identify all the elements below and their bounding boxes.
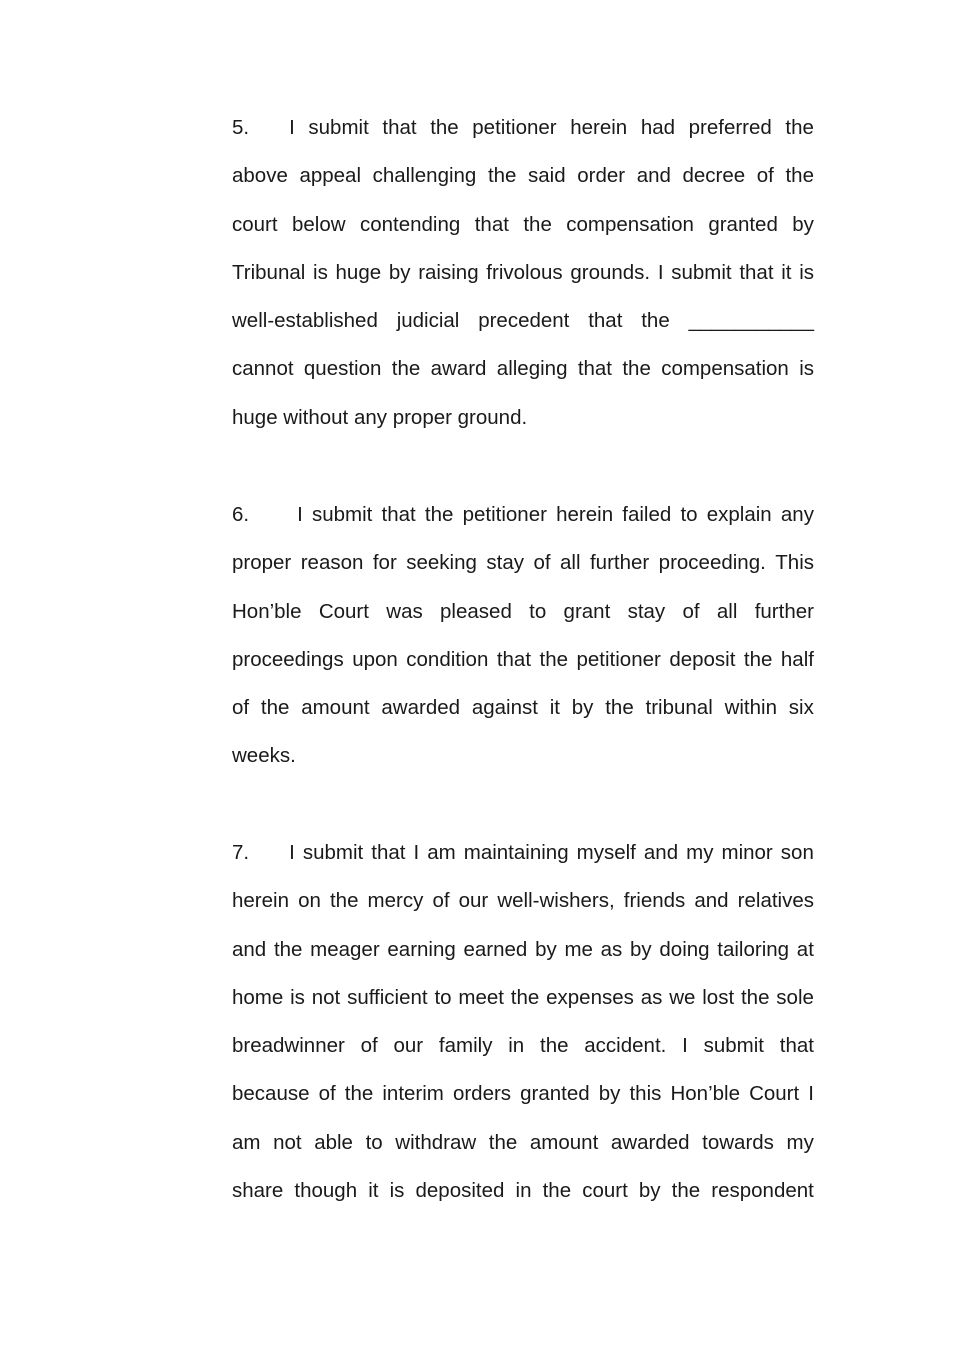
paragraph-line: and the meager earning earned by me as by doing tailoring at (232, 937, 814, 961)
paragraph-line: share though it is deposited in the court by the respondent (232, 1179, 814, 1203)
paragraph-line: I submit that I am maintaining myself and my minor son (289, 841, 814, 864)
paragraph-line: am not able to withdraw the amount awarded towards my (232, 1130, 814, 1154)
paragraph-last-line: huge without any proper ground. (232, 405, 528, 429)
paragraph-5 (232, 104, 814, 442)
paragraph-last-line: weeks. (232, 744, 296, 768)
paragraph-line: because of the interim orders granted by this Hon’ble Court I (232, 1082, 814, 1106)
paragraph-first-line (232, 491, 814, 539)
paragraph-line: above appeal challenging the said order and decree of the (232, 164, 814, 188)
paragraph-line: I submit that the petitioner herein failed to explain any (297, 503, 814, 526)
paragraph-line: home is not sufficient to meet the expenses as we lost the sole (232, 985, 814, 1009)
paragraph-line: herein on the mercy of our well-wishers, friends and relatives (232, 889, 814, 913)
paragraph-number: 5. (232, 116, 250, 139)
paragraph-7 (232, 829, 814, 1215)
paragraph-line: of the amount awarded against it by the tribunal within six (232, 696, 814, 720)
paragraph-number: 6. (232, 503, 250, 526)
paragraph-first-line (232, 104, 814, 152)
paragraph-line: I submit that the petitioner herein had preferred the (289, 116, 814, 139)
paragraph-line: cannot question the award alleging that the compensation is (232, 357, 814, 381)
paragraph-line: well-established judicial precedent that the ___________ (232, 309, 814, 333)
paragraph-line: breadwinner of our family in the accident. I submit that (232, 1034, 814, 1058)
paragraph-first-line (232, 829, 814, 877)
paragraph-line: proceedings upon condition that the petitioner deposit the half (232, 647, 814, 671)
paragraph-number: 7. (232, 841, 250, 864)
paragraph-line: court below contending that the compensation granted by (232, 212, 814, 236)
paragraph-6 (232, 491, 814, 781)
paragraph-line: proper reason for seeking stay of all further proceeding. This (232, 551, 814, 575)
paragraph-line: Tribunal is huge by raising frivolous grounds. I submit that it is (232, 260, 814, 284)
paragraph-line: Hon’ble Court was pleased to grant stay of all further (232, 599, 814, 623)
